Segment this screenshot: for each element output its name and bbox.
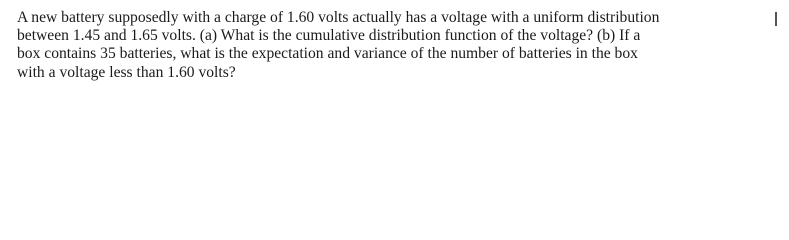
problem-line-4: with a voltage less than 1.60 volts? (17, 63, 236, 81)
text-cursor-mark (775, 12, 777, 26)
problem-line-2: between 1.45 and 1.65 volts. (a) What is the cumulative distribution function of the voltage? (b) If a (17, 27, 641, 45)
problem-text (17, 9, 777, 82)
problem-line-3: box contains 35 batteries, what is the expectation and variance of the number of batteries in the box (17, 45, 638, 63)
problem-line-1: A new battery supposedly with a charge of 1.60 volts actually has a voltage with a uniform distribution (17, 9, 660, 26)
